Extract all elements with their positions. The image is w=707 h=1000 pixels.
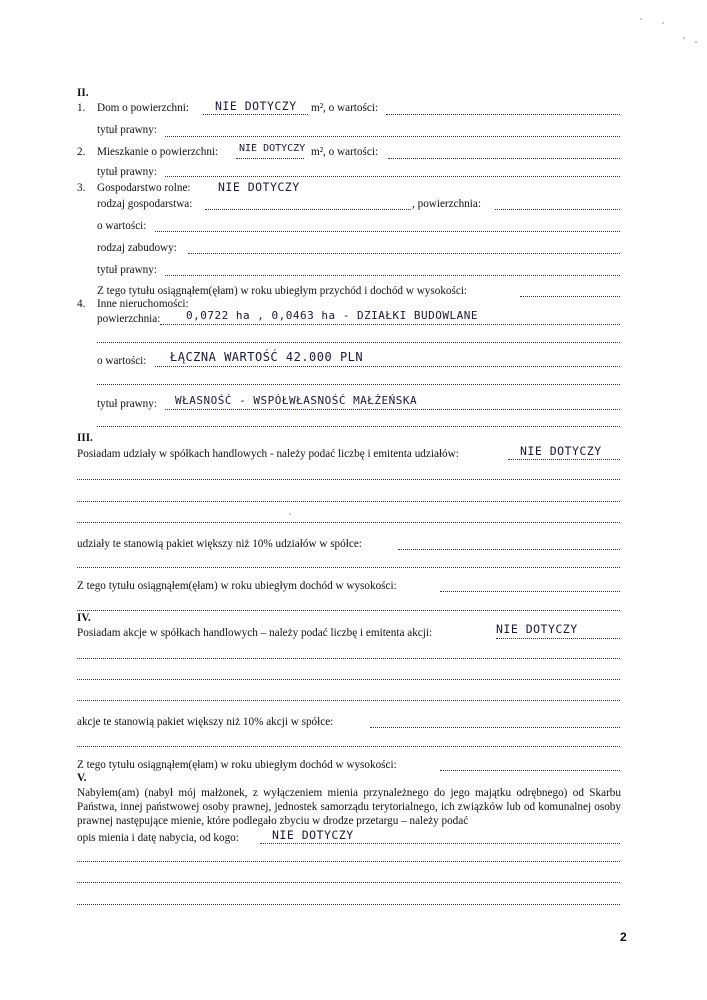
item-1-label: Dom o powierzchni: bbox=[97, 102, 189, 114]
section-3-line-3[interactable] bbox=[77, 522, 620, 523]
item-1-handwritten-area: NIE DOTYCZY bbox=[215, 99, 297, 113]
section-3-packet-field[interactable] bbox=[398, 549, 620, 550]
item-3-type-label: rodzaj gospodarstwa: bbox=[97, 198, 193, 210]
section-3-packet-label: udziały te stanowią pakiet większy niż 10% udziałów w spółce: bbox=[77, 538, 362, 550]
item-4-value-field[interactable] bbox=[155, 366, 620, 367]
item-3-value-label: o wartości: bbox=[97, 220, 147, 232]
item-4-handwritten-area: 0,0722 ha , 0,0463 ha - DZIAŁKI BUDOWLANE bbox=[186, 309, 479, 322]
section-3-shares-label: Posiadam udziały w spółkach handlowych - należy podać liczbę i emitenta udziałów: bbox=[77, 448, 459, 460]
section-3-income-field[interactable] bbox=[440, 591, 620, 592]
section-2-heading: II. bbox=[77, 87, 89, 99]
item-4-blank-line[interactable] bbox=[97, 342, 620, 343]
section-5-paragraph: Nabyłem(am) (nabył mój małżonek, z wyłączeniem mienia przynależnego do jego majątku odrębnego) od Skarbu Państwa, innej państwowej osoby prawnej, jednostek samorządu terytorialnego, ich związków lub od komunalnej osoby prawnej następujące mienie, które podlegało zbyciu w drodze przetargu – należy podać bbox=[77, 787, 621, 827]
section-4-line-2[interactable] bbox=[77, 679, 620, 680]
section-5-line-3[interactable] bbox=[77, 904, 620, 905]
section-3-line-4[interactable] bbox=[77, 567, 620, 568]
section-4-packet-field[interactable] bbox=[370, 727, 620, 728]
item-4-handwritten-value: ŁĄCZNA WARTOŚĆ 42.000 PLN bbox=[170, 350, 364, 364]
section-3-income-label: Z tego tytułu osiągnąłem(ęłam) w roku ubiegłym dochód w wysokości: bbox=[77, 580, 397, 592]
item-2-label: Mieszkanie o powierzchni: bbox=[97, 146, 219, 158]
item-1-title-field[interactable] bbox=[165, 136, 620, 137]
item-2-value-field[interactable] bbox=[388, 158, 620, 159]
section-4-income-label: Z tego tytułu osiągnąłem(ęłam) w roku ubiegłym dochód w wysokości: bbox=[77, 759, 397, 771]
section-4-handwritten: NIE DOTYCZY bbox=[496, 622, 578, 636]
item-4-area-label: powierzchnia: bbox=[97, 313, 161, 325]
section-3-handwritten: NIE DOTYCZY bbox=[520, 444, 602, 458]
section-4-heading: IV. bbox=[77, 612, 91, 624]
item-3-area-label: , powierzchnia: bbox=[412, 198, 481, 210]
item-4-blank-line-2[interactable] bbox=[97, 384, 620, 385]
item-4-value-label: o wartości: bbox=[97, 355, 147, 367]
section-4-packet-label: akcje te stanowią pakiet większy niż 10% akcji w spółce: bbox=[77, 716, 334, 728]
section-3-shares-field[interactable] bbox=[508, 459, 620, 460]
section-5-line-2[interactable] bbox=[77, 882, 620, 883]
item-4-title-field[interactable] bbox=[165, 409, 620, 410]
item-1-title-label: tytuł prawny: bbox=[97, 124, 157, 136]
item-2-unit-label: m², o wartości: bbox=[311, 146, 379, 158]
item-4-title-label: tytuł prawny: bbox=[97, 398, 157, 410]
item-2-title-field[interactable] bbox=[165, 176, 620, 177]
item-3-buildings-field[interactable] bbox=[188, 253, 620, 254]
item-4-blank-line-3[interactable] bbox=[97, 426, 620, 427]
item-1-unit-label: m², o wartości: bbox=[311, 102, 379, 114]
item-3-type-field[interactable] bbox=[205, 209, 411, 210]
item-3-title-field[interactable] bbox=[165, 275, 620, 276]
section-4-line-4[interactable] bbox=[77, 746, 620, 747]
item-4-label: Inne nieruchomości: bbox=[97, 298, 189, 310]
section-5-field[interactable] bbox=[260, 843, 620, 844]
section-5-line-1[interactable] bbox=[77, 861, 620, 862]
section-4-income-field[interactable] bbox=[440, 770, 620, 771]
item-3-number: 3. bbox=[77, 182, 86, 194]
item-3-income-field[interactable] bbox=[520, 296, 620, 297]
item-4-number: 4. bbox=[77, 298, 86, 310]
page-number: 2 bbox=[620, 930, 627, 944]
item-2-area-field[interactable] bbox=[236, 158, 304, 159]
item-3-buildings-label: rodzaj zabudowy: bbox=[97, 242, 177, 254]
item-3-income-label: Z tego tytułu osiągnąłem(ęłam) w roku ubiegłym przychód i dochód w wysokości: bbox=[97, 285, 468, 297]
section-3-line-5[interactable] bbox=[77, 610, 620, 611]
item-3-value-field[interactable] bbox=[155, 231, 620, 232]
item-3-label: Gospodarstwo rolne: bbox=[97, 182, 191, 194]
section-4-stocks-field[interactable] bbox=[496, 638, 620, 639]
section-5-handwritten: NIE DOTYCZY bbox=[272, 828, 354, 842]
section-3-heading: III. bbox=[77, 432, 93, 444]
item-4-area-field[interactable] bbox=[160, 324, 620, 325]
section-4-line-3[interactable] bbox=[77, 700, 620, 701]
item-3-handwritten: NIE DOTYCZY bbox=[218, 180, 300, 194]
section-4-stocks-label: Posiadam akcje w spółkach handlowych – należy podać liczbę i emitenta akcji: bbox=[77, 627, 433, 639]
section-5-heading: V. bbox=[77, 772, 87, 784]
item-3-title-label: tytuł prawny: bbox=[97, 264, 157, 276]
item-2-number: 2. bbox=[77, 146, 86, 158]
item-2-title-label: tytuł prawny: bbox=[97, 166, 157, 178]
section-3-line-1[interactable] bbox=[77, 479, 620, 480]
section-3-line-2[interactable] bbox=[77, 501, 620, 502]
item-1-area-field[interactable] bbox=[203, 114, 308, 115]
section-4-line-1[interactable] bbox=[77, 658, 620, 659]
item-3-area-field[interactable] bbox=[495, 209, 620, 210]
item-2-handwritten-area: NIE DOTYCZY bbox=[239, 143, 306, 154]
item-4-handwritten-title: WŁASNOŚĆ - WSPÓŁWŁASNOŚĆ MAŁŻEŃSKA bbox=[175, 394, 418, 407]
item-1-number: 1. bbox=[77, 102, 86, 114]
item-1-value-field[interactable] bbox=[386, 114, 620, 115]
section-5-last-line-label: opis mienia i datę nabycia, od kogo: bbox=[77, 832, 239, 844]
